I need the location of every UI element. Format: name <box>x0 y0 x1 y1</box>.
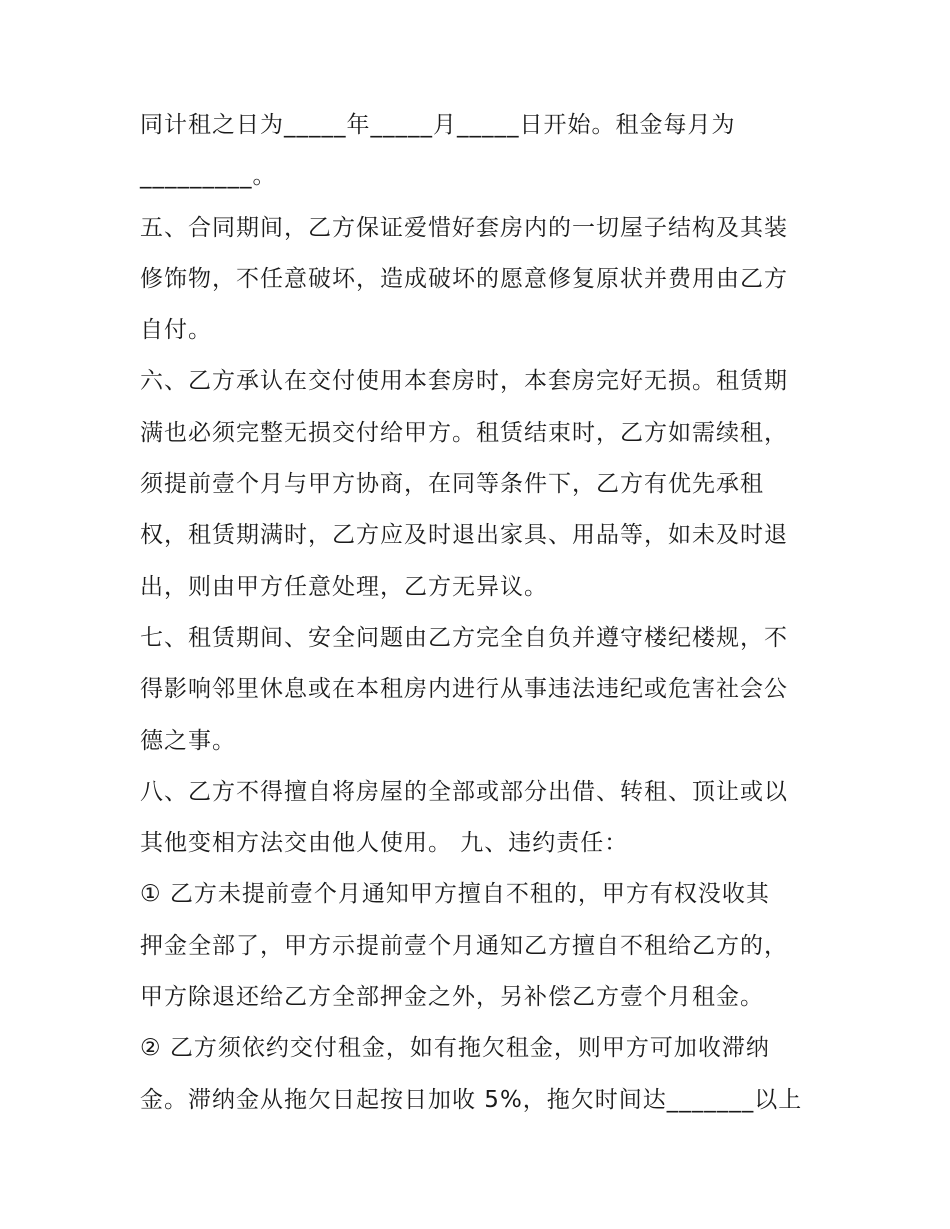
text-line: _________。 <box>140 163 277 190</box>
text-line: 修饰物，不任意破坏，造成破坏的愿意修复原状并费用由乙方 <box>140 265 788 292</box>
text-line: 押金全部了，甲方示提前壹个月通知乙方擅自不租给乙方的， <box>140 932 788 959</box>
text-line: 其他变相方法交由他人使用。 九、违约责任： <box>140 830 629 857</box>
contract-text <box>140 100 820 1126</box>
text-line: ① 乙方未提前壹个月通知甲方擅自不租的，甲方有权没收其 <box>140 881 770 908</box>
text-line: 六、乙方承认在交付使用本套房时，本套房完好无损。租赁期 <box>140 368 788 395</box>
text-line: 得影响邻里休息或在本租房内进行从事违法违纪或危害社会公 <box>140 676 788 703</box>
text-line: 同计租之日为_____年_____月_____日开始。租金每月为 <box>140 112 736 138</box>
text-line: 五、合同期间，乙方保证爱惜好套房内的一切屋子结构及其装 <box>140 214 788 241</box>
text-line: 金。滞纳金从拖欠日起按日加收 5%，拖欠时间达_______以上 <box>140 1086 803 1113</box>
text-line: 德之事。 <box>140 727 236 754</box>
text-line: ② 乙方须依约交付租金，如有拖欠租金，则甲方可加收滞纳 <box>140 1035 770 1062</box>
text-line: 须提前壹个月与甲方协商，在同等条件下，乙方有优先承租 <box>140 471 764 498</box>
text-line: 七、租赁期间、安全问题由乙方完全自负并遵守楼纪楼规，不 <box>140 624 788 651</box>
text-line: 甲方除退还给乙方全部押金之外，另补偿乙方壹个月租金。 <box>140 984 764 1011</box>
text-line: 满也必须完整无损交付给甲方。租赁结束时，乙方如需续租， <box>140 419 788 446</box>
text-line: 权，租赁期满时，乙方应及时退出家具、用品等，如未及时退 <box>140 522 788 549</box>
text-line: 八、乙方不得擅自将房屋的全部或部分出借、转租、顶让或以 <box>140 778 788 805</box>
text-line: 自付。 <box>140 317 212 344</box>
text-line: 出，则由甲方任意处理，乙方无异议。 <box>140 573 548 600</box>
